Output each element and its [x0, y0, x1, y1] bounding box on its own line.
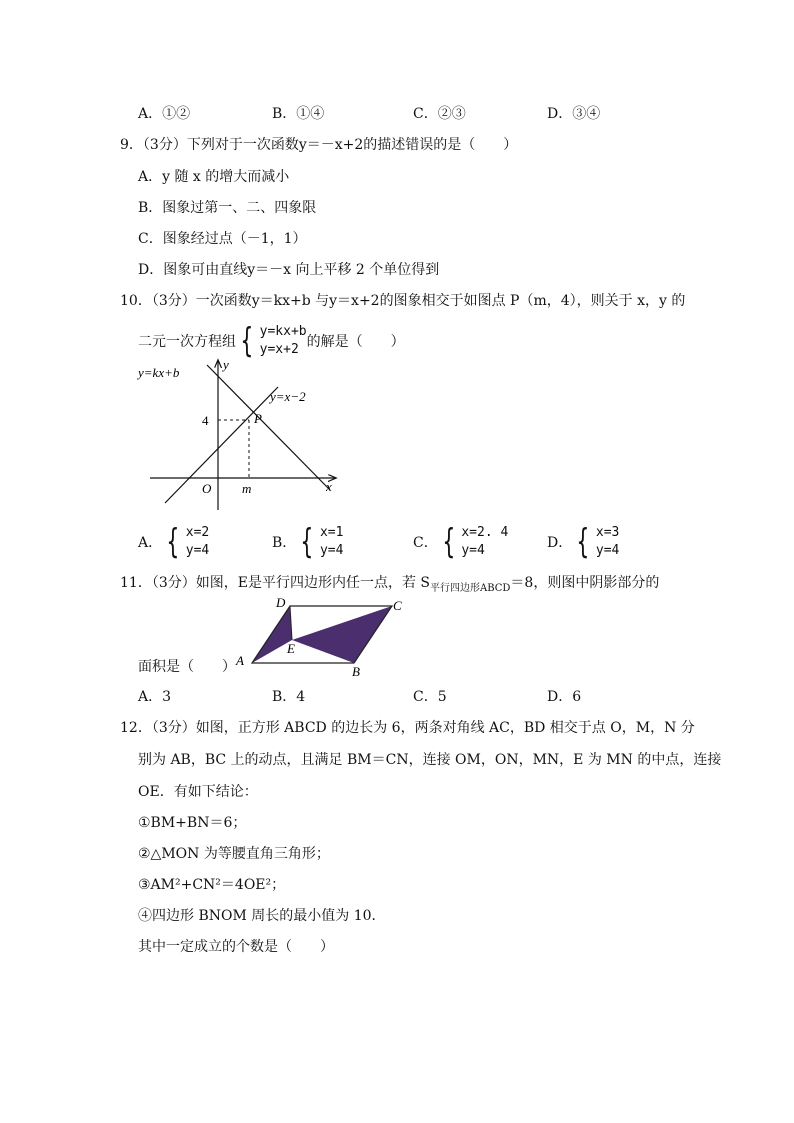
q10-option-c-letter: C． [413, 535, 438, 551]
label-y-tick: 4 [202, 413, 209, 428]
q10-option-d-line2: y=4 [595, 543, 620, 558]
label-y-axis: y [223, 357, 229, 372]
q10-graph [130, 355, 345, 515]
q8-option-a: A．①② [138, 106, 191, 122]
q10-option-b-line1: x=1 [319, 525, 344, 540]
q9-option-d: D．图象可由直线y＝－x 向上平移 2 个单位得到 [138, 262, 440, 278]
brace-symbol: { [240, 321, 254, 361]
q10-option-a-line1: x=2 [185, 525, 210, 540]
label-origin: O [202, 481, 212, 496]
q12-conclusion-1: ①BM+BN＝6； [138, 815, 247, 831]
q12-conclusion-2: ②△MON 为等腰直角三角形； [138, 846, 330, 862]
q10-option-c [413, 524, 508, 560]
q9-option-c: C．图象经过点（－1，1） [138, 231, 307, 247]
q10-option-a [138, 524, 209, 560]
q10-option-a-letter: A． [138, 535, 163, 551]
q12-stem-line3: OE．有如下结论： [138, 784, 258, 800]
q10-option-b [272, 524, 343, 560]
q10-system [260, 323, 307, 359]
q11-stem-subscript: 平行四边形ABCD [429, 582, 511, 594]
q8-option-c: C．②③ [413, 106, 466, 122]
q10-option-d [547, 524, 619, 560]
q10-option-d-line1: x=3 [595, 525, 620, 540]
line-kx-b [207, 365, 330, 490]
shaded-triangle-ebc [292, 606, 392, 663]
q9-stem: 9．（3分）下列对于一次函数y＝－x+2的描述错误的是（ ） [120, 137, 518, 153]
q12-stem-line1: 12．（3分）如图，正方形 ABCD 的边长为 6，两条对角线 AC，BD 相交于点 O，M，N 分 [120, 720, 695, 736]
brace-symbol: { [300, 522, 314, 562]
q11-option-b: B．4 [272, 689, 306, 705]
label-point-p: P [254, 411, 262, 426]
q11-figure [228, 592, 418, 677]
q10-system-eq2: y=x+2 [259, 342, 299, 357]
q9-option-a: A．y 随 x 的增大而减小 [138, 169, 290, 185]
brace-symbol: { [576, 522, 590, 562]
label-e: E [287, 641, 295, 656]
q10-option-a-line2: y=4 [185, 543, 210, 558]
q10-option-b-line2: y=4 [319, 543, 344, 558]
q11-stem-post: ＝8，则图中阴影部分的 [510, 575, 660, 591]
q11-stem-line2: 面积是（ ） [138, 659, 236, 675]
q10-option-b-letter: B． [272, 535, 297, 551]
q8-option-b: B．①④ [272, 106, 325, 122]
q11-stem-pre: 11．（3分）如图，E是平行四边形内任一点，若 S [120, 575, 430, 591]
q11-option-d: D．6 [547, 689, 582, 705]
brace-symbol: { [166, 522, 180, 562]
q12-stem-line2: 别为 AB，BC 上的动点，且满足 BM＝CN，连接 OM，ON，MN，E 为 MN 的中点，连接 [138, 752, 722, 768]
q11-option-c: C．5 [413, 689, 447, 705]
line-x-2 [165, 387, 278, 503]
q12-question: 其中一定成立的个数是（ ） [138, 939, 334, 955]
q10-stem-pre: 二元一次方程组 [138, 334, 236, 350]
label-x-tick: m [242, 481, 252, 496]
q10-stem-post: 的解是（ ） [306, 334, 405, 350]
label-c: C [393, 598, 402, 613]
q10-stem-line2 [138, 323, 405, 359]
q10-system-eq1: y=kx+b [259, 324, 307, 339]
q12-conclusion-3: ③AM²+CN²＝4OE²； [138, 877, 286, 893]
label-line2: y=x−2 [270, 389, 306, 404]
label-line1: y=kx+b [138, 365, 180, 380]
q11-stem [120, 572, 659, 594]
q10-option-d-letter: D． [547, 535, 573, 551]
q10-stem-line1: 10．（3分）一次函数y＝kx+b 与y＝x+2的图象相交于如图点 P（m，4），则关于 x，y 的 [120, 293, 686, 309]
q10-option-c-line2: y=4 [461, 543, 485, 558]
brace-symbol: { [442, 522, 456, 562]
q11-option-a: A．3 [138, 689, 172, 705]
q10-option-c-line1: x=2. 4 [461, 525, 509, 540]
label-a: A [236, 653, 244, 668]
q9-option-b: B．图象过第一、二、四象限 [138, 200, 317, 216]
q8-option-d: D．③④ [547, 106, 601, 122]
label-b: B [352, 664, 360, 677]
label-d: D [276, 595, 286, 610]
q12-conclusion-4: ④四边形 BNOM 周长的最小值为 10． [138, 908, 386, 924]
label-x-axis: x [326, 479, 332, 494]
